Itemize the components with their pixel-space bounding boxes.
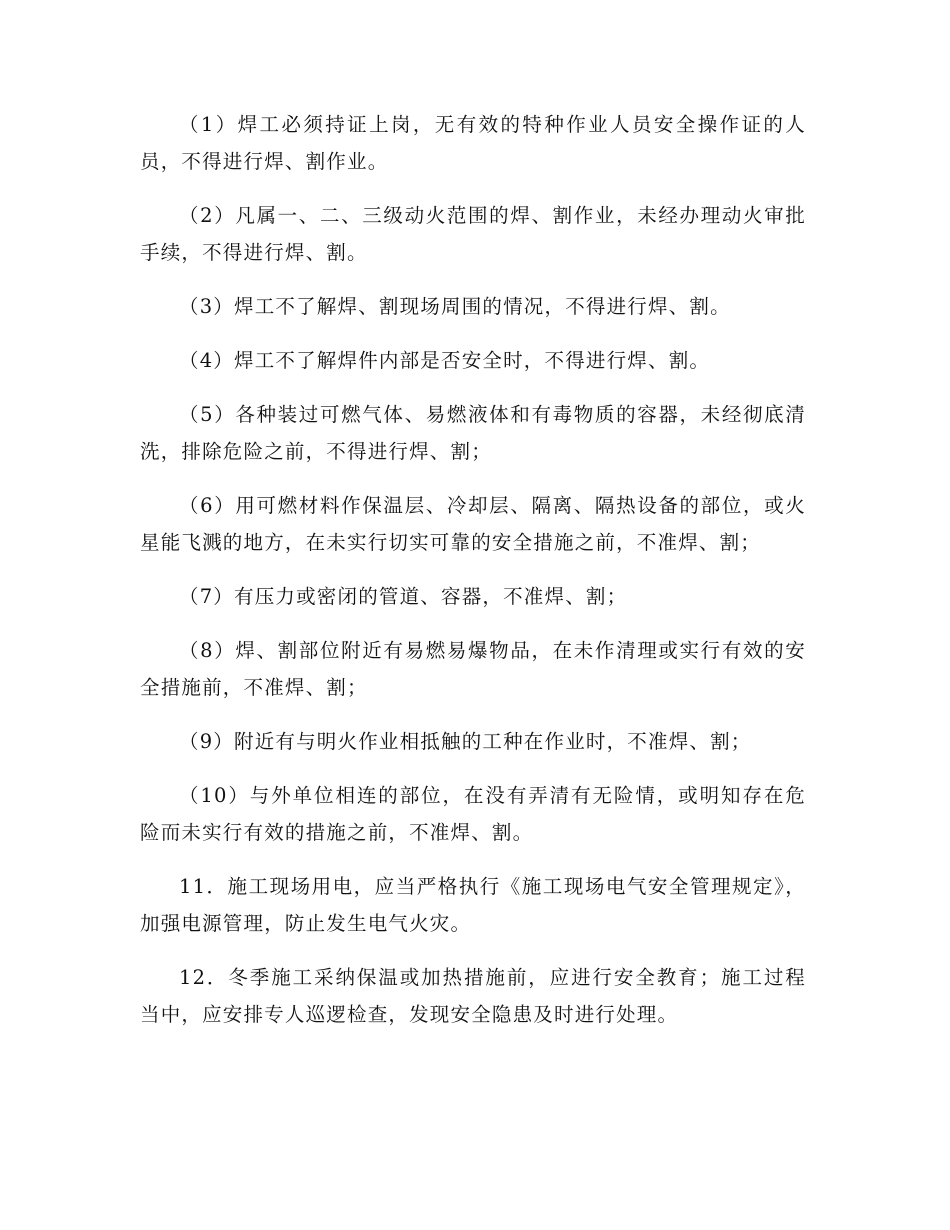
paragraph-rule-8: （8）焊、割部位附近有易燃易爆物品，在未作清理或实行有效的安全措施前，不准焊、割； (140, 639, 806, 699)
paragraph-item-12: 12．冬季施工采纳保温或加热措施前，应进行安全教育；施工过程当中，应安排专人巡逻检查，发现安全隐患及时进行处理。 (140, 966, 806, 1026)
paragraph-rule-2: （2）凡属一、二、三级动火范围的焊、割作业，未经办理动火审批手续，不得进行焊、割。 (140, 204, 806, 264)
paragraph-rule-5: （5）各种装过可燃气体、易燃液体和有毒物质的容器，未经彻底清洗，排除危险之前，不得进行焊、割； (140, 403, 806, 463)
paragraph-rule-7: （7）有压力或密闭的管道、容器，不准焊、割； (179, 585, 628, 608)
paragraph-rule-6: （6）用可燃材料作保温层、冷却层、隔离、隔热设备的部位，或火星能飞溅的地方，在未实行切实可靠的安全措施之前，不准焊、割； (140, 494, 806, 554)
document-page (140, 106, 806, 1050)
paragraph-rule-4: （4）焊工不了解焊件内部是否安全时，不得进行焊、割。 (179, 349, 711, 372)
paragraph-rule-10: （10）与外单位相连的部位，在没有弄清有无险情，或明知存在危险而未实行有效的措施之前，不准焊、割。 (140, 784, 806, 844)
paragraph-rule-9: （9）附近有与明火作业相抵触的工种在作业时，不准焊、割； (179, 730, 752, 753)
paragraph-item-11: 11．施工现场用电，应当严格执行《施工现场电气安全管理规定》，加强电源管理，防止发生电气火灾。 (140, 875, 806, 935)
paragraph-rule-3: （3）焊工不了解焊、割现场周围的情况，不得进行焊、割。 (179, 295, 731, 318)
paragraph-rule-1: （1）焊工必须持证上岗，无有效的特种作业人员安全操作证的人员，不得进行焊、割作业。 (140, 113, 806, 173)
